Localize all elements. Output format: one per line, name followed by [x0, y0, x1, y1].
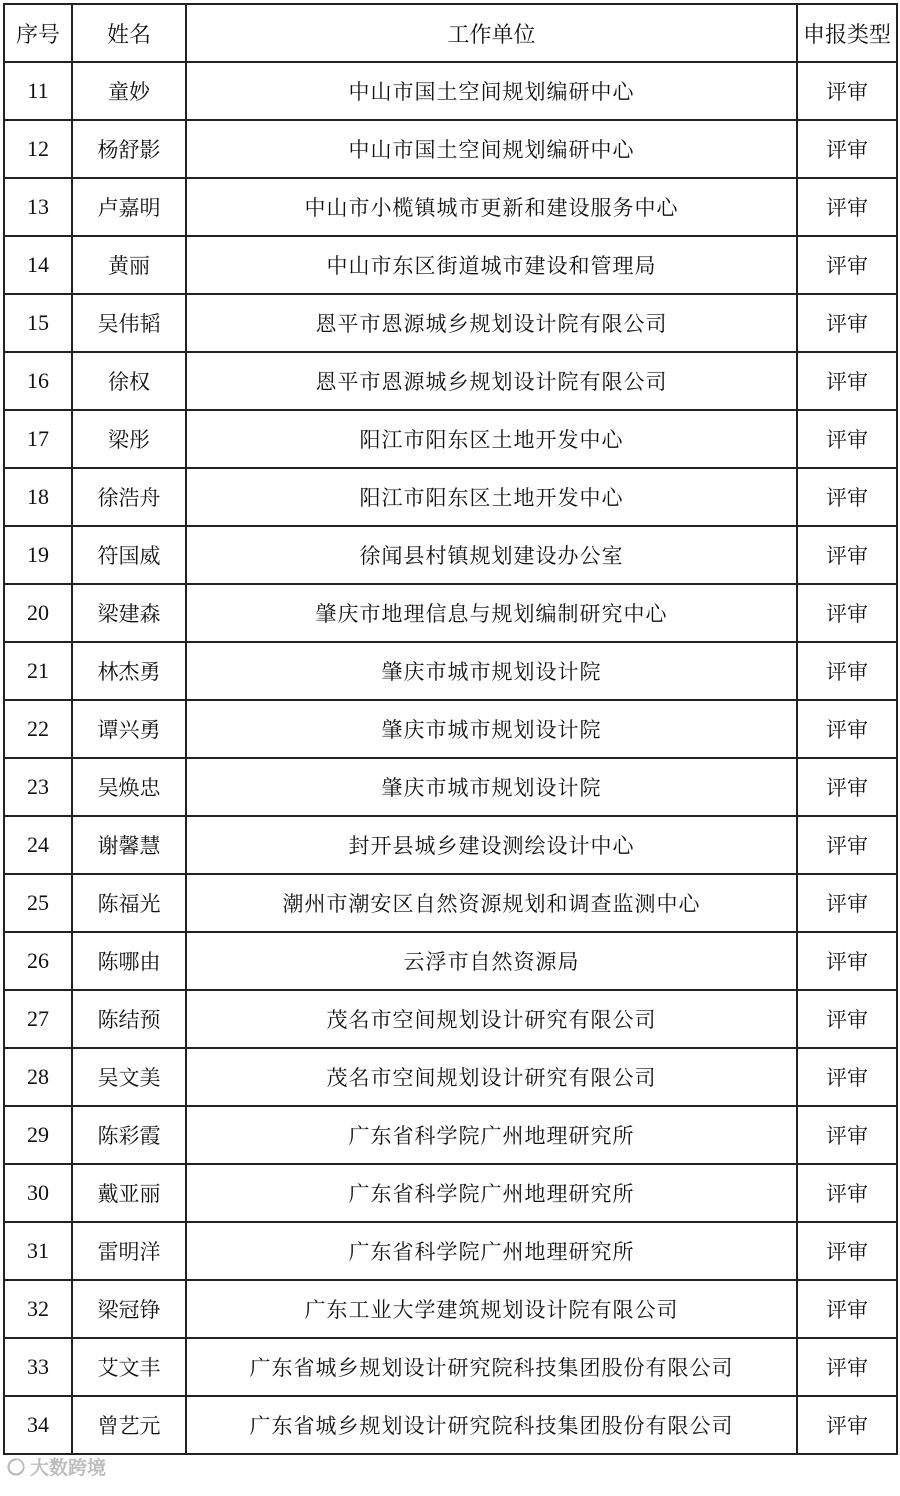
table-row	[4, 1106, 897, 1164]
name-cell: 符国威	[72, 526, 186, 584]
serial-number-cell: 19	[4, 526, 72, 584]
roster-table	[3, 3, 898, 1455]
table-row	[4, 410, 897, 468]
application-type-cell: 评审	[797, 1396, 897, 1454]
application-type-cell: 评审	[797, 352, 897, 410]
table-row	[4, 62, 897, 120]
header-serial-number: 序号	[4, 4, 72, 62]
work-unit-cell: 广东省科学院广州地理研究所	[186, 1106, 797, 1164]
name-cell: 吴文美	[72, 1048, 186, 1106]
table-row	[4, 294, 897, 352]
table-row	[4, 1164, 897, 1222]
name-cell: 谢馨慧	[72, 816, 186, 874]
serial-number-cell: 11	[4, 62, 72, 120]
work-unit-cell: 广东省科学院广州地理研究所	[186, 1222, 797, 1280]
name-cell: 曾艺元	[72, 1396, 186, 1454]
application-type-cell: 评审	[797, 62, 897, 120]
application-type-cell: 评审	[797, 1222, 897, 1280]
name-cell: 谭兴勇	[72, 700, 186, 758]
table-row	[4, 1280, 897, 1338]
table-row	[4, 352, 897, 410]
work-unit-cell: 广东省科学院广州地理研究所	[186, 1164, 797, 1222]
swirl-logo-icon	[6, 1457, 26, 1477]
header-work-unit: 工作单位	[186, 4, 797, 62]
work-unit-cell: 云浮市自然资源局	[186, 932, 797, 990]
work-unit-cell: 茂名市空间规划设计研究有限公司	[186, 990, 797, 1048]
work-unit-cell: 茂名市空间规划设计研究有限公司	[186, 1048, 797, 1106]
name-cell: 梁冠铮	[72, 1280, 186, 1338]
watermark	[6, 1453, 106, 1480]
name-cell: 梁建森	[72, 584, 186, 642]
serial-number-cell: 14	[4, 236, 72, 294]
serial-number-cell: 30	[4, 1164, 72, 1222]
header-name: 姓名	[72, 4, 186, 62]
application-type-cell: 评审	[797, 874, 897, 932]
serial-number-cell: 22	[4, 700, 72, 758]
name-cell: 黄丽	[72, 236, 186, 294]
header-application-type: 申报类型	[797, 4, 897, 62]
table-row	[4, 584, 897, 642]
name-cell: 陈结预	[72, 990, 186, 1048]
serial-number-cell: 15	[4, 294, 72, 352]
work-unit-cell: 广东省城乡规划设计研究院科技集团股份有限公司	[186, 1396, 797, 1454]
application-type-cell: 评审	[797, 816, 897, 874]
serial-number-cell: 18	[4, 468, 72, 526]
table-row	[4, 990, 897, 1048]
application-type-cell: 评审	[797, 236, 897, 294]
work-unit-cell: 潮州市潮安区自然资源规划和调查监测中心	[186, 874, 797, 932]
work-unit-cell: 肇庆市城市规划设计院	[186, 642, 797, 700]
name-cell: 林杰勇	[72, 642, 186, 700]
name-cell: 陈彩霞	[72, 1106, 186, 1164]
table-row	[4, 816, 897, 874]
table-row	[4, 932, 897, 990]
name-cell: 吴焕忠	[72, 758, 186, 816]
work-unit-cell: 徐闻县村镇规划建设办公室	[186, 526, 797, 584]
work-unit-cell: 恩平市恩源城乡规划设计院有限公司	[186, 352, 797, 410]
table-row	[4, 236, 897, 294]
name-cell: 童妙	[72, 62, 186, 120]
table-row	[4, 642, 897, 700]
serial-number-cell: 31	[4, 1222, 72, 1280]
serial-number-cell: 25	[4, 874, 72, 932]
application-type-cell: 评审	[797, 178, 897, 236]
table-row	[4, 1222, 897, 1280]
application-type-cell: 评审	[797, 468, 897, 526]
table-row	[4, 1396, 897, 1454]
work-unit-cell: 广东省城乡规划设计研究院科技集团股份有限公司	[186, 1338, 797, 1396]
table-row	[4, 178, 897, 236]
serial-number-cell: 13	[4, 178, 72, 236]
work-unit-cell: 阳江市阳东区土地开发中心	[186, 468, 797, 526]
serial-number-cell: 23	[4, 758, 72, 816]
application-type-cell: 评审	[797, 120, 897, 178]
table-row	[4, 700, 897, 758]
name-cell: 梁彤	[72, 410, 186, 468]
application-type-cell: 评审	[797, 1280, 897, 1338]
work-unit-cell: 中山市国土空间规划编研中心	[186, 62, 797, 120]
table-row	[4, 468, 897, 526]
name-cell: 戴亚丽	[72, 1164, 186, 1222]
name-cell: 陈哪由	[72, 932, 186, 990]
work-unit-cell: 肇庆市城市规划设计院	[186, 700, 797, 758]
serial-number-cell: 24	[4, 816, 72, 874]
work-unit-cell: 广东工业大学建筑规划设计院有限公司	[186, 1280, 797, 1338]
name-cell: 陈福光	[72, 874, 186, 932]
serial-number-cell: 20	[4, 584, 72, 642]
table-row	[4, 120, 897, 178]
name-cell: 徐浩舟	[72, 468, 186, 526]
table-row	[4, 526, 897, 584]
application-type-cell: 评审	[797, 526, 897, 584]
application-type-cell: 评审	[797, 700, 897, 758]
name-cell: 卢嘉明	[72, 178, 186, 236]
application-type-cell: 评审	[797, 1048, 897, 1106]
serial-number-cell: 33	[4, 1338, 72, 1396]
application-type-cell: 评审	[797, 584, 897, 642]
name-cell: 杨舒影	[72, 120, 186, 178]
work-unit-cell: 肇庆市地理信息与规划编制研究中心	[186, 584, 797, 642]
work-unit-cell: 中山市国土空间规划编研中心	[186, 120, 797, 178]
serial-number-cell: 27	[4, 990, 72, 1048]
header-row	[4, 4, 897, 62]
work-unit-cell: 恩平市恩源城乡规划设计院有限公司	[186, 294, 797, 352]
table-row	[4, 758, 897, 816]
work-unit-cell: 肇庆市城市规划设计院	[186, 758, 797, 816]
name-cell: 吴伟韬	[72, 294, 186, 352]
name-cell: 徐权	[72, 352, 186, 410]
work-unit-cell: 中山市东区街道城市建设和管理局	[186, 236, 797, 294]
name-cell: 雷明洋	[72, 1222, 186, 1280]
application-type-cell: 评审	[797, 642, 897, 700]
application-type-cell: 评审	[797, 758, 897, 816]
serial-number-cell: 16	[4, 352, 72, 410]
table-row	[4, 1048, 897, 1106]
table-row	[4, 1338, 897, 1396]
application-type-cell: 评审	[797, 410, 897, 468]
application-type-cell: 评审	[797, 294, 897, 352]
serial-number-cell: 32	[4, 1280, 72, 1338]
serial-number-cell: 21	[4, 642, 72, 700]
work-unit-cell: 封开县城乡建设测绘设计中心	[186, 816, 797, 874]
watermark-text: 大数跨境	[30, 1457, 107, 1479]
application-type-cell: 评审	[797, 1338, 897, 1396]
application-type-cell: 评审	[797, 990, 897, 1048]
table-row	[4, 874, 897, 932]
work-unit-cell: 中山市小榄镇城市更新和建设服务中心	[186, 178, 797, 236]
serial-number-cell: 34	[4, 1396, 72, 1454]
application-type-cell: 评审	[797, 932, 897, 990]
work-unit-cell: 阳江市阳东区土地开发中心	[186, 410, 797, 468]
serial-number-cell: 17	[4, 410, 72, 468]
serial-number-cell: 28	[4, 1048, 72, 1106]
name-cell: 艾文丰	[72, 1338, 186, 1396]
serial-number-cell: 12	[4, 120, 72, 178]
application-type-cell: 评审	[797, 1164, 897, 1222]
serial-number-cell: 26	[4, 932, 72, 990]
serial-number-cell: 29	[4, 1106, 72, 1164]
application-type-cell: 评审	[797, 1106, 897, 1164]
